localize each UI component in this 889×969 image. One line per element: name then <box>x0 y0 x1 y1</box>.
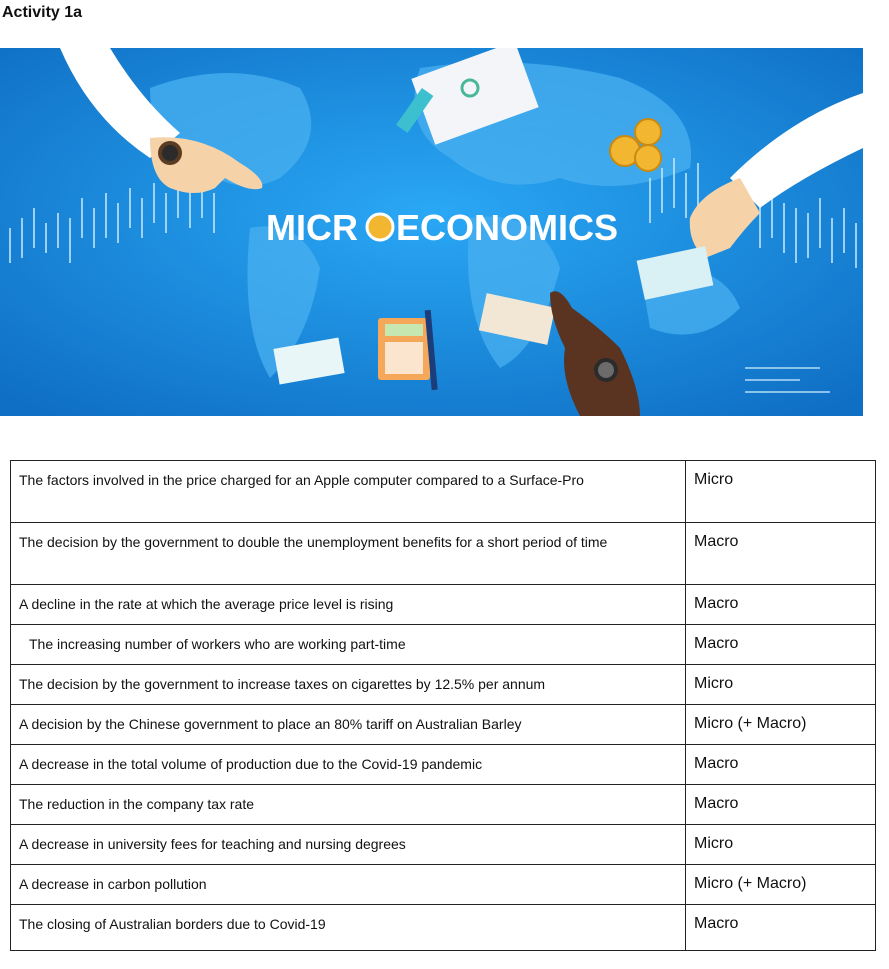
table-row <box>11 665 876 705</box>
answer-cell: Micro (+ Macro) <box>686 705 876 745</box>
statement-cell: A decrease in the total volume of production due to the Covid-19 pandemic <box>11 745 686 785</box>
statement-cell: A decrease in carbon pollution <box>11 865 686 905</box>
banner-word-left: MICR <box>266 207 358 248</box>
banner-illustration <box>0 48 863 416</box>
answer-cell: Micro <box>686 825 876 865</box>
table-row <box>11 625 876 665</box>
statement-cell: A decrease in university fees for teaching and nursing degrees <box>11 825 686 865</box>
statement-cell: The decision by the government to increase taxes on cigarettes by 12.5% per annum <box>11 665 686 705</box>
table-row <box>11 785 876 825</box>
statement-cell: The increasing number of workers who are working part-time <box>11 625 686 665</box>
banner-word-right: ECONOMICS <box>396 207 619 248</box>
answer-cell: Micro (+ Macro) <box>686 865 876 905</box>
table-row <box>11 865 876 905</box>
statement-cell: The decision by the government to double the unemployment benefits for a short period of time <box>11 523 686 585</box>
statement-cell: A decline in the rate at which the average price level is rising <box>11 585 686 625</box>
table-row <box>11 745 876 785</box>
statement-cell: The reduction in the company tax rate <box>11 785 686 825</box>
answer-cell: Macro <box>686 745 876 785</box>
answer-cell: Micro <box>686 665 876 705</box>
coin-letter-o <box>367 214 393 240</box>
statement-cell: The factors involved in the price charged for an Apple computer compared to a Surface-Pro <box>11 461 686 523</box>
answer-cell: Macro <box>686 785 876 825</box>
table-row <box>11 461 876 523</box>
answer-cell: Micro <box>686 461 876 523</box>
answer-cell: Macro <box>686 585 876 625</box>
statement-cell: A decision by the Chinese government to place an 80% tariff on Australian Barley <box>11 705 686 745</box>
page-title: Activity 1a <box>2 4 83 21</box>
table-row <box>11 705 876 745</box>
table-row <box>11 905 876 951</box>
statement-cell: The closing of Australian borders due to Covid-19 <box>11 905 686 951</box>
answer-cell: Macro <box>686 625 876 665</box>
answer-cell: Macro <box>686 905 876 951</box>
table-row <box>11 585 876 625</box>
answer-cell: Macro <box>686 523 876 585</box>
microeconomics-banner <box>0 48 863 416</box>
table-row <box>11 825 876 865</box>
classification-table <box>10 460 876 951</box>
table-row <box>11 523 876 585</box>
calculator <box>378 318 430 380</box>
